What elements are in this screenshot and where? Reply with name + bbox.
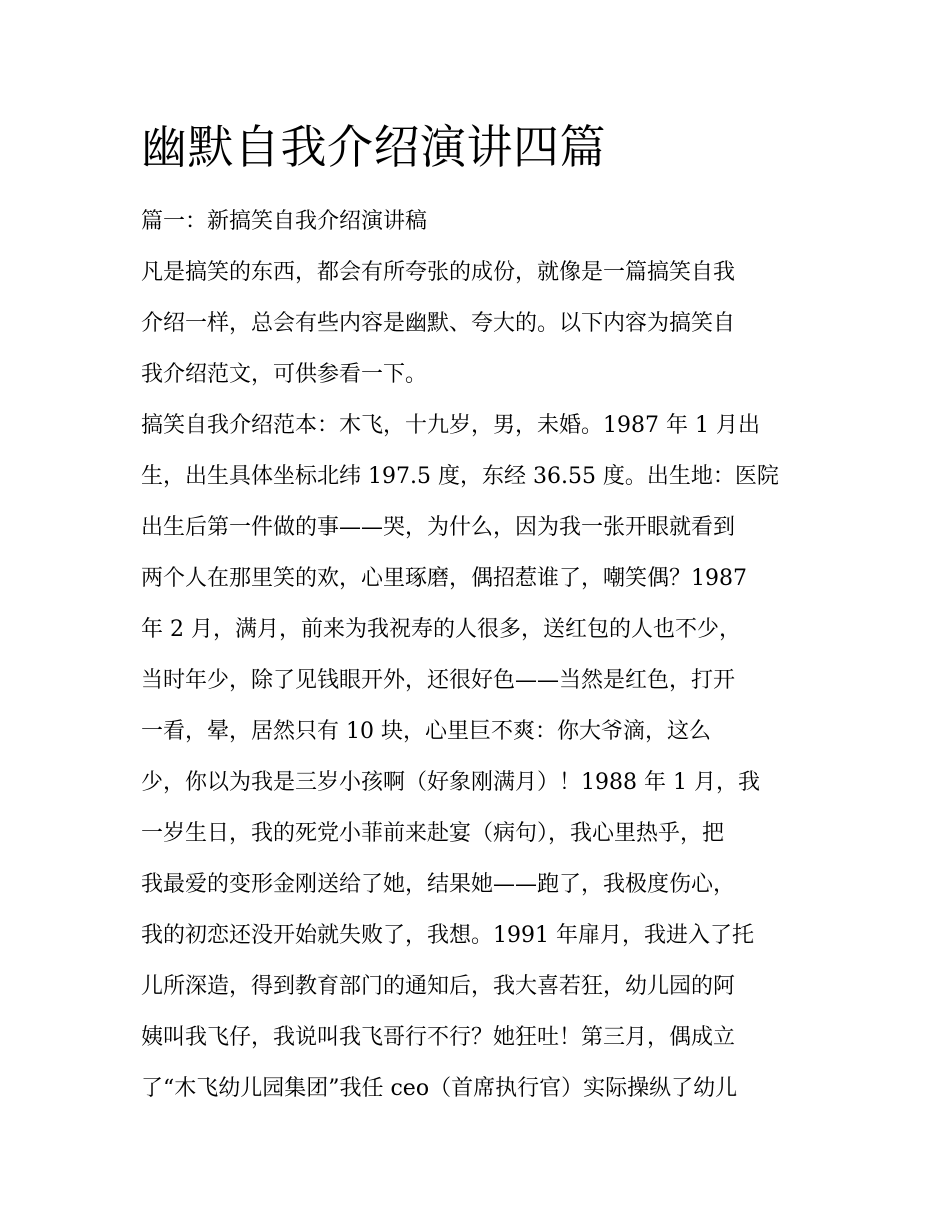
body-line-7: 两个人在那里笑的欢，心里琢磨，偶招惹谁了，嘲笑偶？1987 (141, 566, 747, 591)
body-line-17: 了“木飞幼儿园集团”我任 ceo（首席执行官）实际操纵了幼儿 (141, 1076, 738, 1101)
section-heading: 篇一：新搞笑自我介绍演讲稿 (141, 209, 428, 234)
body-line-4: 搞笑自我介绍范本：木飞，十九岁，男，未婚。1987 年 1 月出 (141, 413, 760, 438)
body-line-5: 生，出生具体坐标北纬 197.5 度，东经 36.55 度。出生地：医院 (141, 464, 779, 489)
body-line-3: 我介绍范文，可供参看一下。 (141, 362, 428, 387)
body-line-11: 少，你以为我是三岁小孩啊（好象刚满月）！1988 年 1 月，我 (141, 770, 760, 795)
body-line-16: 姨叫我飞仔，我说叫我飞哥行不行？她狂吐！第三月，偶成立 (141, 1025, 736, 1050)
body-line-1: 凡是搞笑的东西，都会有所夸张的成份，就像是一篇搞笑自我 (141, 260, 736, 285)
body-line-14: 我的初恋还没开始就失败了，我想。1991 年扉月，我进入了托 (141, 923, 754, 948)
body-line-13: 我最爱的变形金刚送给了她，结果她——跑了，我极度伤心， (141, 872, 736, 897)
body-line-2: 介绍一样，总会有些内容是幽默、夸大的。以下内容为搞笑自 (141, 311, 736, 336)
body-line-15: 儿所深造，得到教育部门的通知后，我大喜若狂，幼儿园的阿 (141, 974, 736, 999)
body-line-12: 一岁生日，我的死党小菲前来赴宴（病句），我心里热乎，把 (141, 821, 725, 846)
body-line-10: 一看，晕，居然只有 10 块，心里巨不爽：你大爷滴，这么 (141, 719, 711, 744)
body-line-6: 出生后第一件做的事——哭，为什么，因为我一张开眼就看到 (141, 515, 736, 540)
document-title: 幽默自我介绍演讲四篇 (141, 120, 606, 174)
body-line-9: 当时年少，除了见钱眼开外，还很好色——当然是红色，打开 (141, 668, 736, 693)
body-line-8: 年 2 月，满月，前来为我祝寿的人很多，送红包的人也不少， (141, 617, 741, 642)
